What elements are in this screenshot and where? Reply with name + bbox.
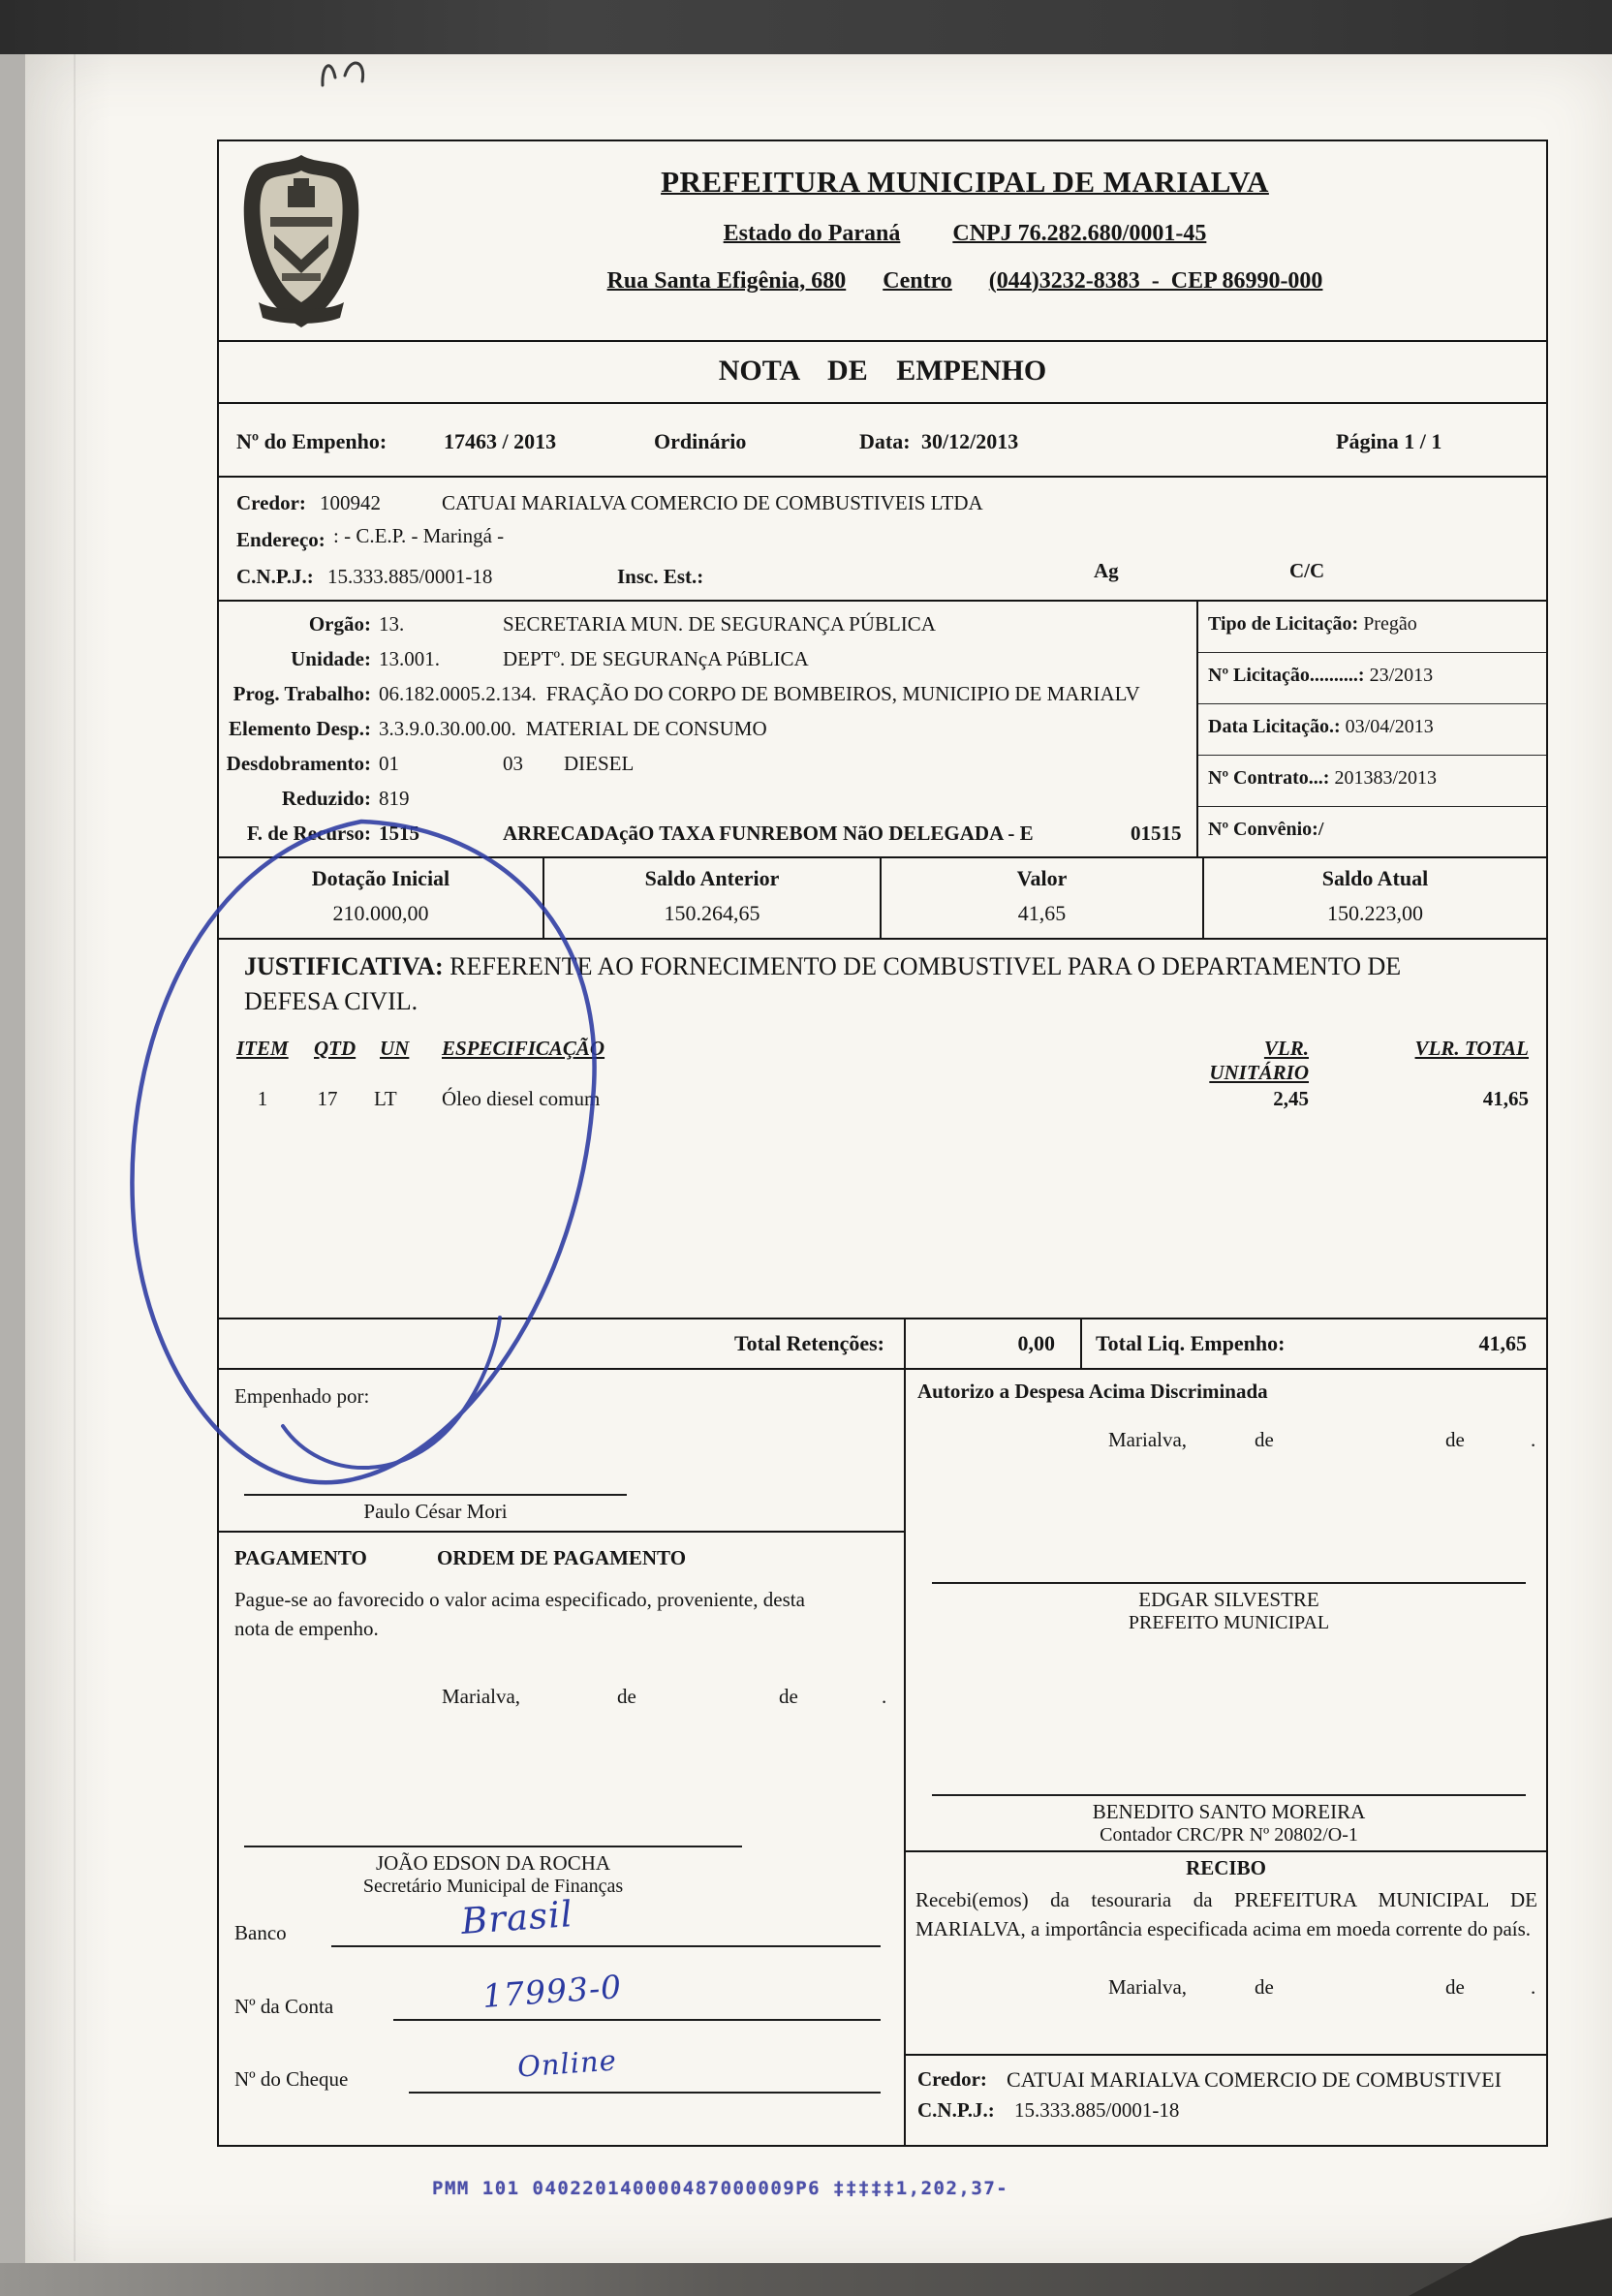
amount-value: 41,65 <box>1017 901 1067 925</box>
nota-empenho-form <box>217 140 1548 2147</box>
totals-row <box>219 1318 1546 1368</box>
amount-value: 150.223,00 <box>1327 901 1423 925</box>
licitacao-label: Nº Licitação..........: <box>1208 665 1365 686</box>
account-label: C/C <box>1289 559 1325 582</box>
col-header-item: ITEM <box>236 1037 289 1060</box>
licitacao-value: Pregão <box>1363 613 1417 635</box>
budget-row-elemento <box>219 712 1196 747</box>
contrato-numero <box>1198 756 1546 807</box>
valor-cell <box>882 858 1204 938</box>
empenhado-signer-name: Paulo César Mori <box>363 1500 508 1523</box>
amount-value: 210.000,00 <box>332 901 429 925</box>
budget-code: 1515 <box>379 822 419 845</box>
licitacao-label: Nº Convênio:/ <box>1208 819 1324 840</box>
district-label: Centro <box>883 268 952 294</box>
budget-desc: MATERIAL DE CONSUMO <box>525 717 767 740</box>
recibo-credor-value: CATUAI MARIALVA COMERCIO DE COMBUSTIVEI <box>1007 2067 1502 2092</box>
licitacao-value: 03/04/2013 <box>1345 716 1434 737</box>
item-number: 1 <box>257 1087 268 1110</box>
budget-desc: FRAÇÃO DO CORPO DE BOMBEIROS, MUNICIPIO DE MARIALV <box>545 682 1140 705</box>
payment-date-line <box>219 1685 904 1714</box>
budget-desc: ARRECADAçãO TAXA FUNREBOM NãO DELEGADA - E <box>503 822 1034 845</box>
recibo-cnpj-value: 15.333.885/0001-18 <box>1014 2098 1180 2122</box>
budget-row-orgao <box>219 607 1196 642</box>
address-line: Rua Santa Efigênia, 680 <box>606 268 847 294</box>
recibo-credor-label: Credor: <box>917 2067 987 2091</box>
period-mark: . <box>1531 1428 1536 1451</box>
page-indicator: Página 1 / 1 <box>1336 429 1442 453</box>
justificativa-label: JUSTIFICATIVA: <box>244 952 444 980</box>
conta-write-line <box>393 2019 881 2021</box>
item-total-price: 41,65 <box>1482 1087 1529 1110</box>
creditor-cnpj-label: C.N.P.J.: <box>236 565 314 588</box>
budget-row-prog-trabalho <box>219 677 1196 712</box>
saldo-anterior-cell <box>544 858 882 938</box>
budget-label: Reduzido: <box>281 787 371 810</box>
col-header-vlr-unitario: VLR. UNITÁRIO <box>1209 1037 1309 1084</box>
justificativa <box>244 949 1401 1019</box>
licitacao-panel <box>1196 602 1546 856</box>
budget-code: 01 <box>379 752 399 775</box>
licitacao-value: 201383/2013 <box>1334 767 1438 789</box>
coat-of-arms-icon <box>232 149 371 333</box>
col-header-vlr-total: VLR. TOTAL <box>1414 1037 1529 1060</box>
empenho-date-value: 30/12/2013 <box>921 429 1019 453</box>
recibo-cnpj-label: C.N.P.J.: <box>917 2098 995 2122</box>
creditor-cnpj-value: 15.333.885/0001-18 <box>327 565 493 588</box>
budget-section <box>219 600 1546 856</box>
divider-line <box>906 1850 1546 1852</box>
budget-row-reduzido <box>219 782 1196 817</box>
banco-handwriting: Brasil <box>459 1893 574 1942</box>
budget-label: Elemento Desp.: <box>229 717 371 740</box>
budget-label: F. de Recurso: <box>246 822 371 845</box>
total-retencoes-value: 0,00 <box>1017 1331 1055 1355</box>
cheque-write-line <box>409 2092 881 2094</box>
creditor-name: CATUAI MARIALVA COMERCIO DE COMBUSTIVEIS LTDA <box>442 491 983 514</box>
page-edge-shadow <box>74 54 76 2261</box>
document-title-bar <box>219 340 1546 402</box>
recibo-title: RECIBO <box>1186 1856 1266 1879</box>
cnpj-label: CNPJ 76.282.680/0001-45 <box>952 221 1207 246</box>
col-header-un: UN <box>380 1037 410 1060</box>
cheque-handwriting: Online <box>515 2043 618 2084</box>
budget-code: 06.182.0005.2.134. <box>379 682 537 705</box>
contador-role: Contador CRC/PR Nº 20802/O-1 <box>1100 1824 1358 1846</box>
conta-handwriting: 17993-0 <box>480 1968 624 2015</box>
de-label: de <box>1445 1975 1465 1999</box>
state-label: Estado do Paraná <box>723 221 901 246</box>
budget-desc: 03 DIESEL <box>503 752 635 775</box>
conta-label: Nº da Conta <box>234 1995 334 2018</box>
empenho-number-row <box>219 402 1546 476</box>
budget-row-unidade <box>219 642 1196 677</box>
ordem-pagamento-title: ORDEM DE PAGAMENTO <box>436 1546 687 1569</box>
city-label: Marialva, <box>1108 1428 1188 1451</box>
amount-label: Saldo Anterior <box>644 866 780 890</box>
period-mark: . <box>882 1685 887 1708</box>
budget-code: 819 <box>379 787 410 810</box>
pagamento-title: PAGAMENTO <box>234 1546 367 1569</box>
licitacao-label: Tipo de Licitação: <box>1208 613 1359 635</box>
licitacao-numero <box>1198 653 1546 704</box>
creditor-block <box>219 476 1546 600</box>
divider-line <box>906 2054 1546 2056</box>
budget-row-fonte-recurso <box>219 817 1196 852</box>
budget-classification <box>219 602 1196 856</box>
banco-label: Banco <box>234 1921 287 1944</box>
autorizo-title: Autorizo a Despesa Acima Discriminada <box>917 1380 1268 1403</box>
letterhead-text <box>384 141 1546 340</box>
saldo-atual-cell <box>1204 858 1546 938</box>
contador-name: BENEDITO SANTO MOREIRA <box>1092 1800 1366 1823</box>
address-label: Endereço: <box>236 528 326 551</box>
amount-label: Saldo Atual <box>1321 866 1429 890</box>
de-label: de <box>779 1685 798 1708</box>
empenho-number-label: Nº do Empenho: <box>236 429 388 453</box>
divider-line <box>219 1531 904 1533</box>
col-header-especificacao: ESPECIFICAÇÃO <box>442 1037 605 1060</box>
banco-write-line <box>331 1945 881 1947</box>
justificativa-text-line2: DEFESA CIVIL. <box>244 987 418 1015</box>
scanner-top-band <box>0 0 1612 54</box>
col-header-qtd: QTD <box>314 1037 356 1060</box>
empenhado-signature-line <box>244 1494 627 1524</box>
scanner-bottom-band <box>0 2263 1612 2296</box>
creditor-label: Credor: <box>236 491 306 514</box>
item-unit: LT <box>374 1087 397 1110</box>
budget-row-desdobramento <box>219 747 1196 782</box>
item-description: Óleo diesel comum <box>442 1087 601 1110</box>
cheque-label: Nº do Cheque <box>234 2067 349 2091</box>
total-retencoes-label: Total Retenções: <box>734 1331 884 1355</box>
creditor-code: 100942 <box>320 491 381 514</box>
authorization-date-line <box>906 1428 1546 1457</box>
de-label: de <box>1255 1428 1274 1451</box>
city-label: Marialva, <box>1108 1975 1188 1999</box>
pagamento-text: Pague-se ao favorecido o valor acima especificado, proveniente, desta nota de empenho. <box>234 1588 805 1640</box>
empenho-number-value: 17463 / 2013 <box>444 429 557 453</box>
dot-matrix-footer-code: PMM 101 040220140000487000009P6 ‡‡‡‡‡1,202,37- <box>432 2178 1009 2199</box>
de-label: de <box>1255 1975 1274 1999</box>
recibo-date-line <box>906 1975 1546 2004</box>
licitacao-tipo <box>1198 602 1546 653</box>
amount-label: Valor <box>1016 866 1068 890</box>
coat-of-arms-logo <box>219 141 384 340</box>
amounts-row <box>219 856 1546 938</box>
prefeito-signature-line <box>932 1582 1526 1634</box>
licitacao-label: Nº Contrato...: <box>1208 767 1330 789</box>
prefeito-name: EDGAR SILVESTRE <box>1138 1588 1319 1611</box>
budget-code: 13. <box>379 612 405 636</box>
secretario-role: Secretário Municipal de Finanças <box>362 1876 624 1897</box>
payment-column <box>219 1370 906 2145</box>
licitacao-value: 23/2013 <box>1369 665 1434 686</box>
signatures-section <box>219 1368 1546 2145</box>
fonte-recurso-code: 01515 <box>1131 822 1182 845</box>
de-label: de <box>617 1685 636 1708</box>
address-value: : - C.E.P. - Maringá - <box>333 524 505 547</box>
contador-signature-line <box>932 1794 1526 1846</box>
document-title: NOTA DE EMPENHO <box>718 355 1047 387</box>
items-section <box>219 938 1546 1318</box>
item-unit-price: 2,45 <box>1273 1087 1309 1110</box>
budget-label: Orgão: <box>308 612 371 636</box>
budget-code: 13.001. <box>379 647 440 670</box>
budget-label: Unidade: <box>291 647 371 670</box>
period-mark: . <box>1531 1975 1536 1999</box>
de-label: de <box>1445 1428 1465 1451</box>
empenho-date-label: Data: <box>859 429 911 453</box>
secretario-name: JOÃO EDSON DA ROCHA <box>375 1851 611 1875</box>
city-label: Marialva, <box>442 1685 521 1708</box>
prefeito-role: PREFEITO MUNICIPAL <box>1128 1612 1330 1633</box>
item-qty: 17 <box>317 1087 338 1110</box>
budget-code: 3.3.9.0.30.00.00. <box>379 717 516 740</box>
state-registration-label: Insc. Est.: <box>617 565 704 588</box>
authorization-column <box>906 1370 1546 2145</box>
budget-label: Desdobramento: <box>226 752 371 775</box>
amount-label: Dotação Inicial <box>311 866 450 890</box>
agency-label: Ag <box>1094 559 1119 582</box>
licitacao-data <box>1198 704 1546 756</box>
budget-label: Prog. Trabalho: <box>232 682 371 705</box>
dotacao-inicial-cell <box>219 858 544 938</box>
amount-value: 150.264,65 <box>664 901 760 925</box>
empenho-type: Ordinário <box>654 429 747 453</box>
empenhado-por-label: Empenhado por: <box>234 1384 370 1408</box>
licitacao-label: Data Licitação.: <box>1208 716 1341 737</box>
convenio-numero <box>1198 807 1546 858</box>
letterhead <box>219 141 1546 340</box>
budget-desc: SECRETARIA MUN. DE SEGURANÇA PÚBLICA <box>503 612 936 636</box>
secretario-signature-line <box>244 1846 742 1898</box>
municipality-name: PREFEITURA MUNICIPAL DE MARIALVA <box>661 165 1269 199</box>
budget-desc: DEPTº. DE SEGURANçA PúBLICA <box>503 647 809 670</box>
phone-cep-line: (044)3232-8383 - CEP 86990-000 <box>988 268 1323 294</box>
recibo-text: Recebi(emos) da tesouraria da PREFEITURA MUNICIPAL DE MARIALVA, a importância especificada acima em moeda corrente do país. <box>915 1888 1537 1940</box>
justificativa-text-line1: REFERENTE AO FORNECIMENTO DE COMBUSTIVEL PARA O DEPARTAMENTO DE <box>450 952 1402 980</box>
total-liq-label: Total Liq. Empenho: <box>1096 1331 1286 1355</box>
total-liq-value: 41,65 <box>1478 1331 1527 1355</box>
